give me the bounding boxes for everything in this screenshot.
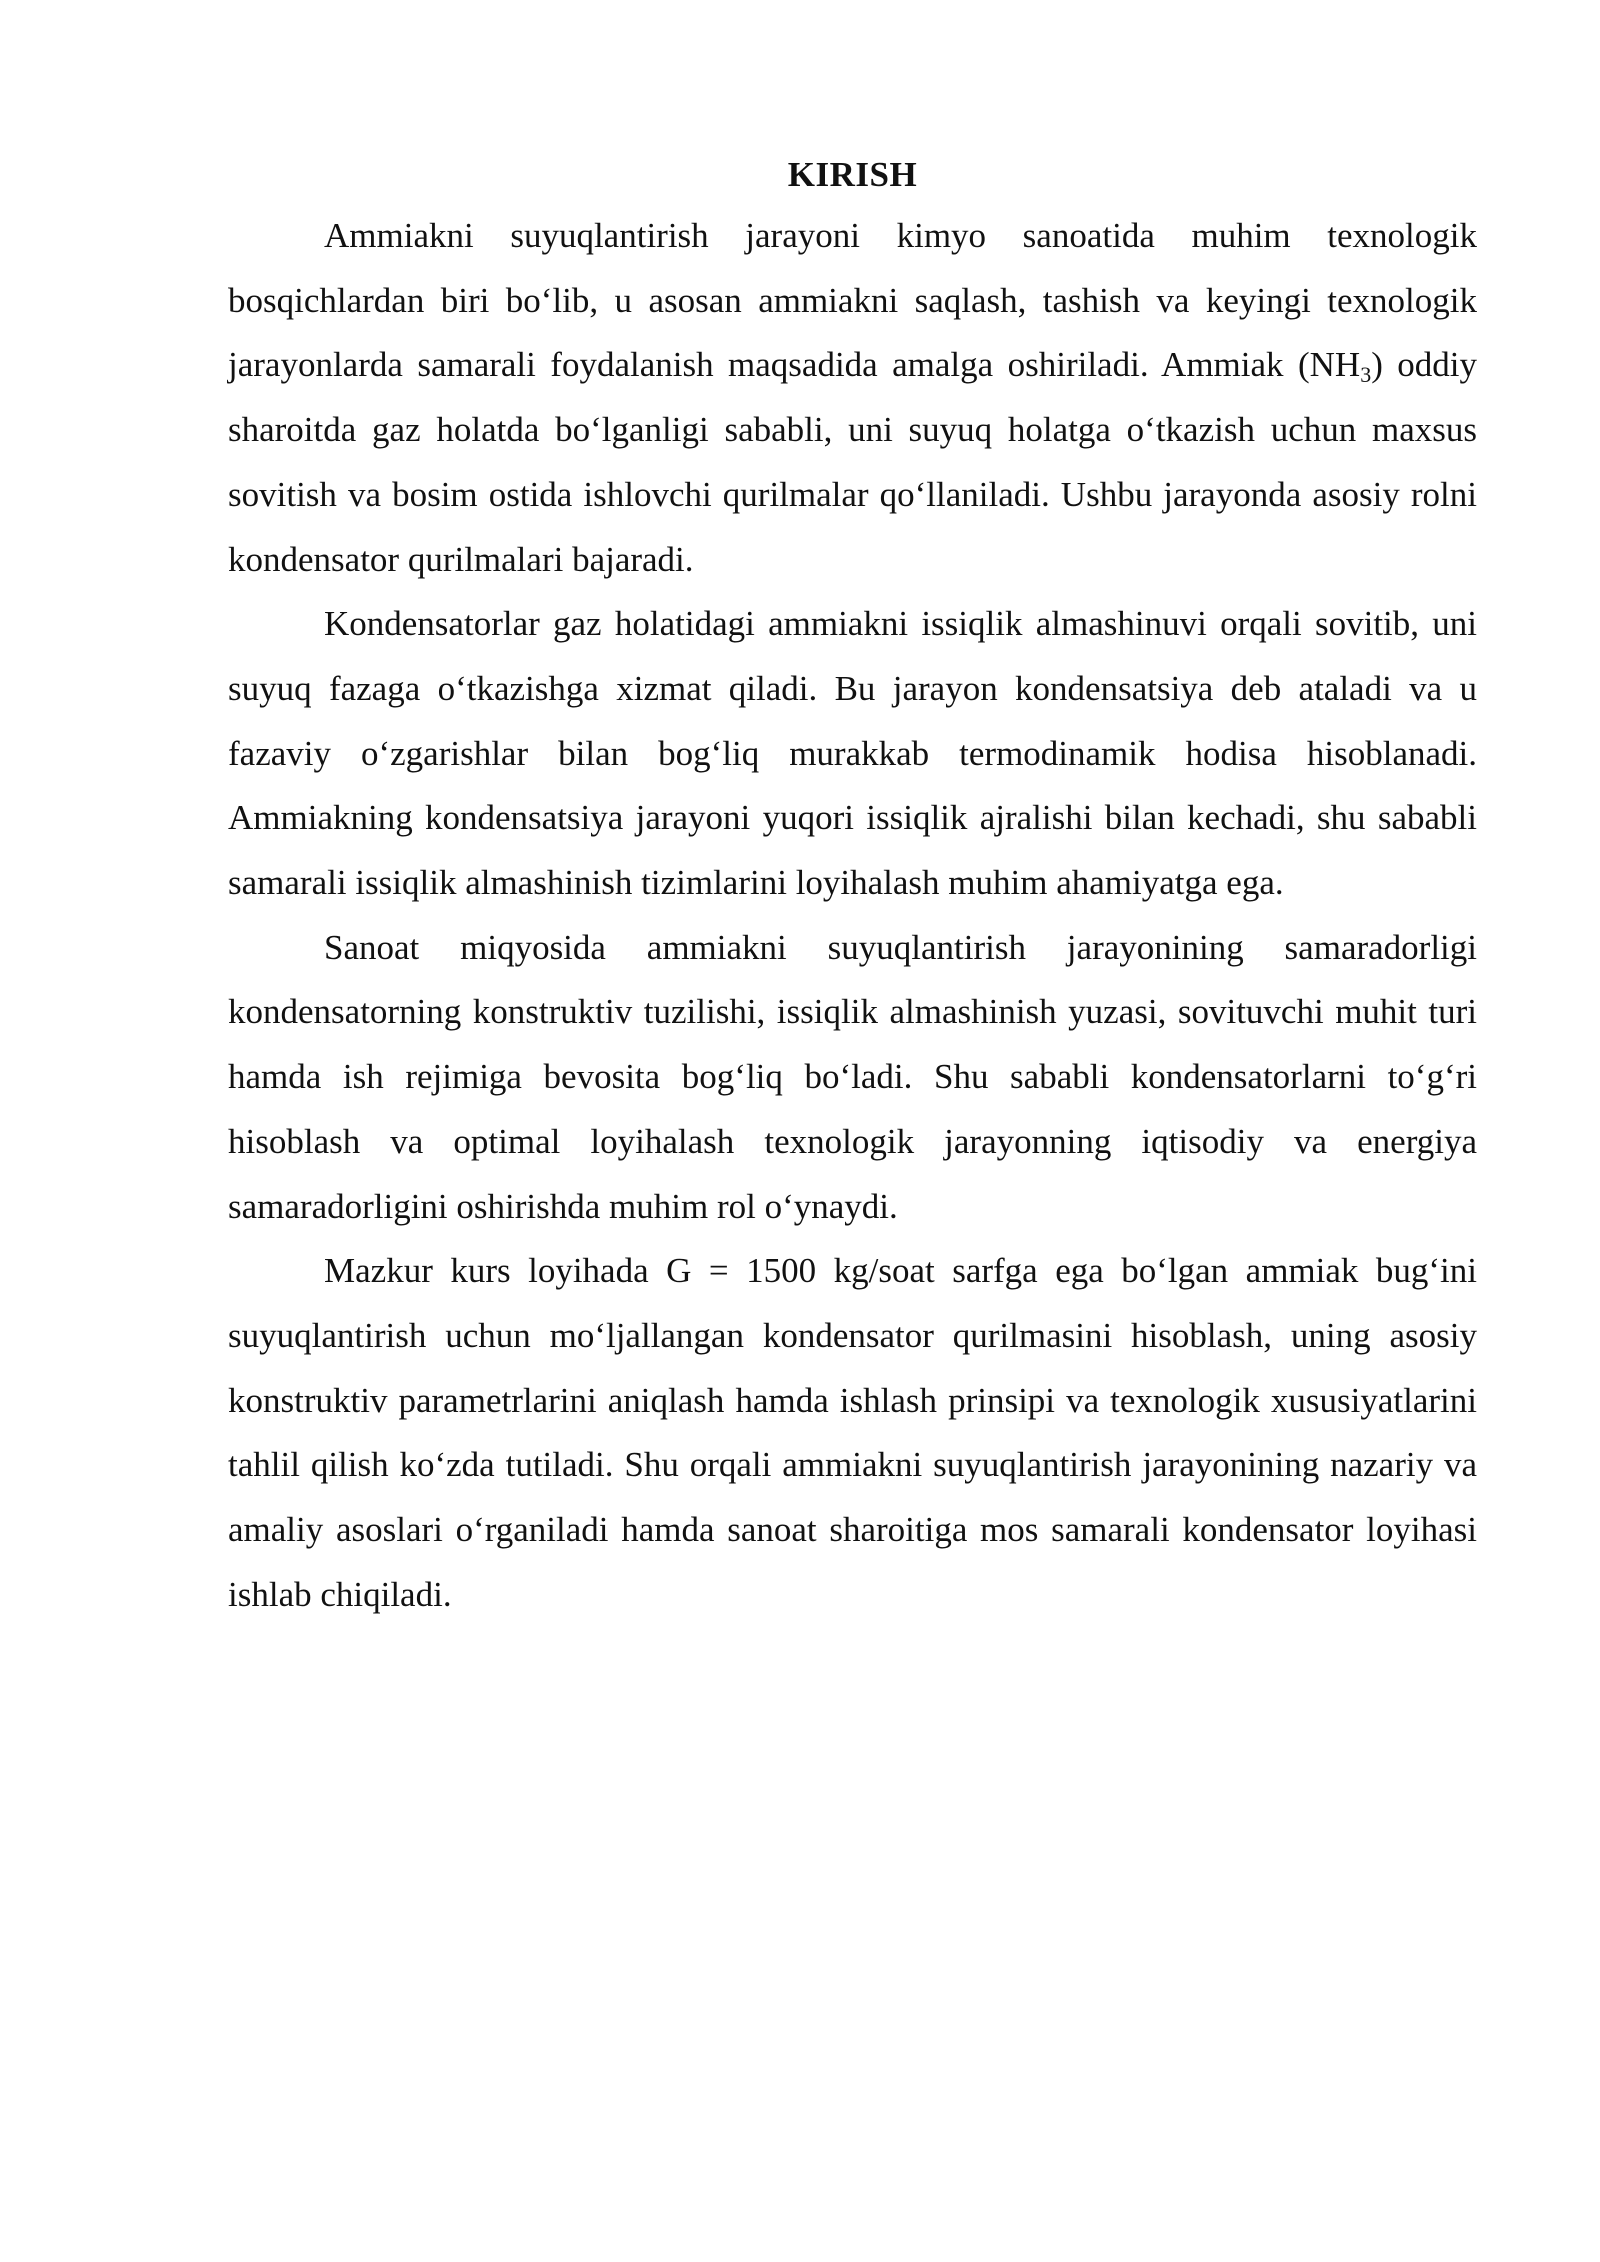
document-body (228, 146, 1477, 1627)
paragraph-condensers: Kondensatorlar gaz holatidagi ammiakni issiqlik almashinuvi orqali sovitib, uni suyuq fazaga o‘tkazishga xizmat qiladi. Bu jarayon kondensatsiya deb ataladi va u fazaviy o‘zgarishlar bilan bog‘liq murakkab termodinamik hodisa hisoblanadi. Ammiakning kondensatsiya jarayoni yuqori issiqlik ajralishi bilan kechadi, shu sababli samarali issiqlik almashinish tizimlarini loyihalash muhim ahamiyatga ega. (228, 604, 1477, 903)
paragraph-efficiency: Sanoat miqyosida ammiakni suyuqlantirish jarayonining samaradorligi kondensatorning konstruktiv tuzilishi, issiqlik almashinish yuzasi, sovituvchi muhit turi hamda ish rejimiga bevosita bog‘liq bo‘ladi. Shu sababli kondensatorlarni to‘g‘ri hisoblash va optimal loyihalash texnologik jarayonning iqtisodiy va energiya samaradorligini oshirishda muhim rol o‘ynaydi. (228, 927, 1477, 1226)
chemical-subscript: 3 (1360, 362, 1372, 388)
page-title: KIRISH (787, 155, 918, 194)
paragraph-intro-text: Ammiakni suyuqlantirish jarayoni kimyo sanoatida muhim texnologik bosqichlardan biri bo‘lib, u asosan ammiakni saqlash, tashish va keyingi texnologik jarayonlarda samarali foydalanish maqsadida amalga oshiriladi. Ammiak (NH (228, 216, 1477, 385)
paragraph-project-goal: Mazkur kurs loyihada G = 1500 kg/soat sarfga ega bo‘lgan ammiak bug‘ini suyuqlantirish uchun mo‘ljallangan kondensator qurilmasini hisoblash, uning asosiy konstruktiv parametrlarini aniqlash hamda ishlash prinsipi va texnologik xususiyatlarini tahlil qilish ko‘zda tutiladi. Shu orqali ammiakni suyuqlantirish jarayonining nazariy va amaliy asoslari o‘rganiladi hamda sanoat sharoitiga mos samarali kondensator loyihasi ishlab chiqiladi. (228, 1251, 1477, 1614)
paragraph-intro (228, 204, 1477, 592)
paragraph-intro-text-continued: ) oddiy sharoitda gaz holatda bo‘lganligi sababli, uni suyuq holatga o‘tkazish uchun maxsus sovitish va bosim ostida ishlovchi qurilmalar qo‘llaniladi. Ushbu jarayonda asosiy rolni kondensator qurilmalari bajaradi. (228, 345, 1477, 579)
